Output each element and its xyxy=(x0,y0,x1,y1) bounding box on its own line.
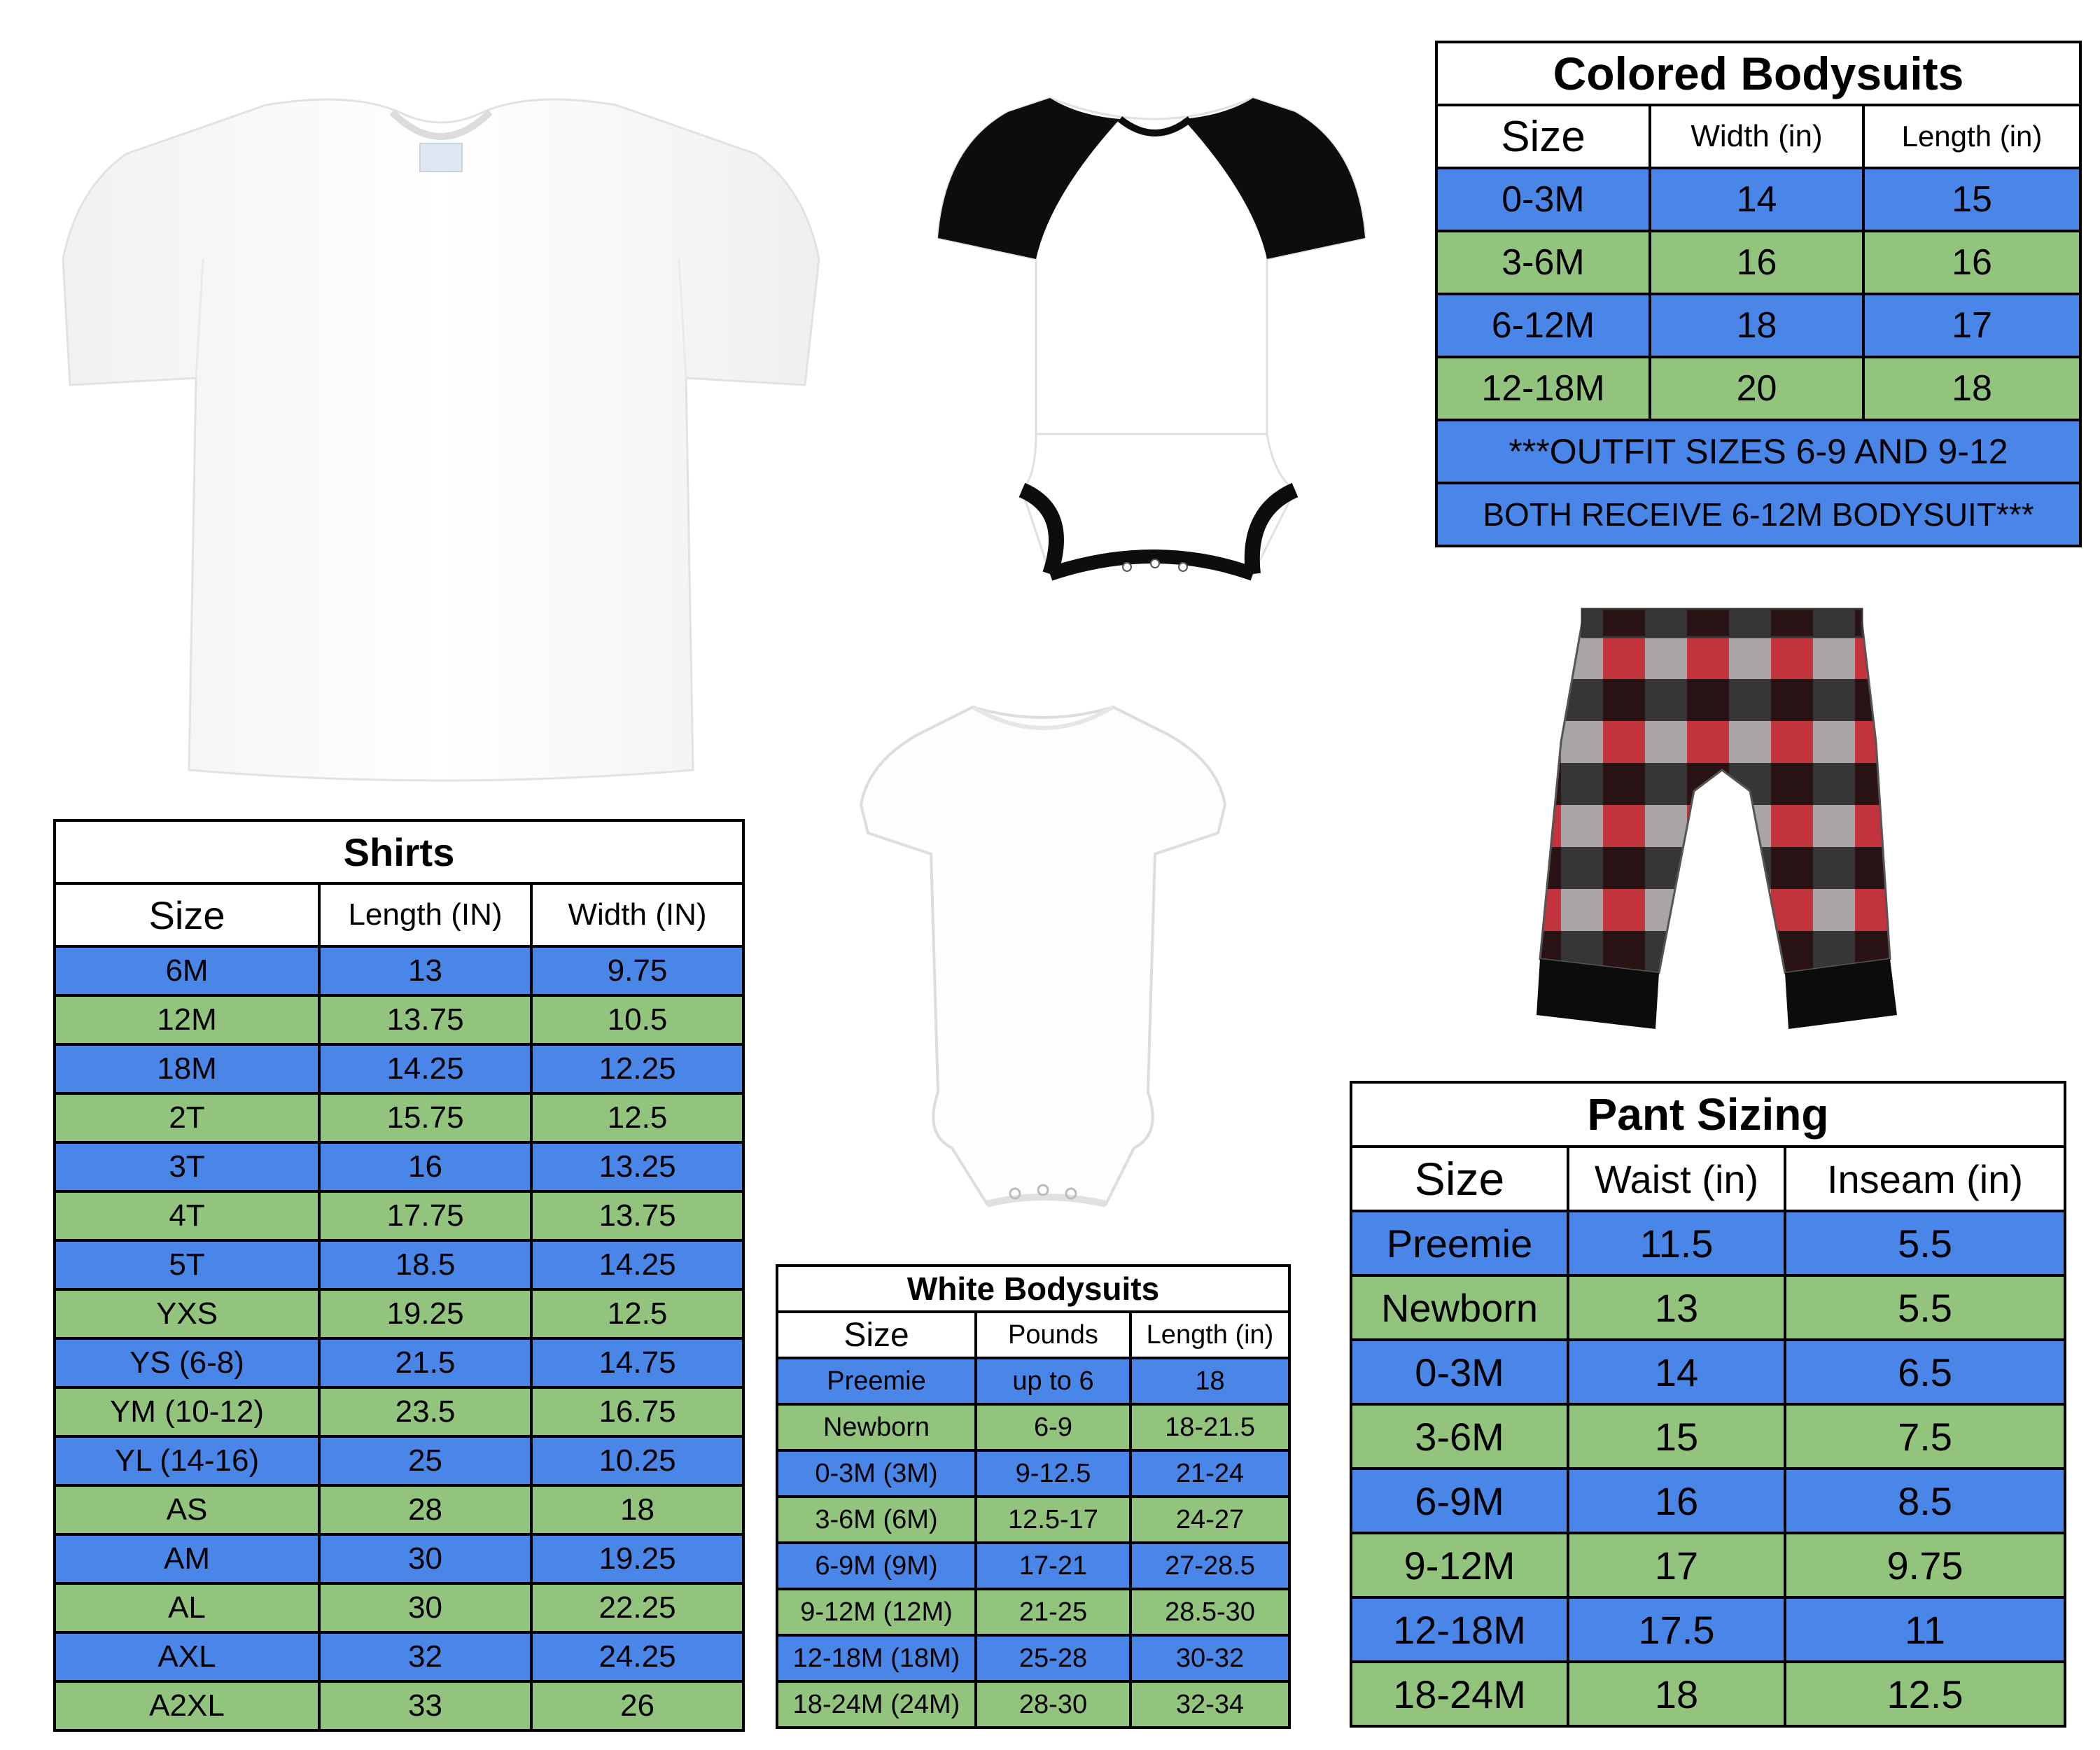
table-row xyxy=(777,1681,1289,1728)
column-header-width: Width (IN) xyxy=(531,883,743,946)
table-row xyxy=(1351,1404,2065,1469)
size-cell: 5T xyxy=(55,1240,319,1289)
table-row xyxy=(55,995,743,1044)
width-cell: 24.25 xyxy=(531,1632,743,1681)
width-cell: 20 xyxy=(1650,357,1863,420)
waist-cell: 16 xyxy=(1568,1469,1785,1533)
colored-bodysuits-table xyxy=(1435,41,2082,547)
length-cell: 18.5 xyxy=(319,1240,531,1289)
length-cell: 21-24 xyxy=(1130,1450,1289,1497)
table-row xyxy=(55,1142,743,1191)
length-cell: 18 xyxy=(1130,1358,1289,1404)
size-cell: AXL xyxy=(55,1632,319,1681)
white-tshirt-image xyxy=(56,84,826,791)
table-row xyxy=(1351,1662,2065,1726)
size-cell: Newborn xyxy=(777,1404,976,1450)
size-cell: Newborn xyxy=(1351,1275,1568,1340)
table-row xyxy=(55,1093,743,1142)
size-cell: AM xyxy=(55,1534,319,1583)
table-row xyxy=(55,1485,743,1534)
inseam-cell: 7.5 xyxy=(1785,1404,2065,1469)
size-cell: 9-12M xyxy=(1351,1533,1568,1597)
pounds-cell: 9-12.5 xyxy=(976,1450,1130,1497)
width-cell: 16.75 xyxy=(531,1387,743,1436)
table-row xyxy=(1351,1211,2065,1275)
size-cell: AS xyxy=(55,1485,319,1534)
size-cell: 6-12M xyxy=(1436,294,1650,357)
width-cell: 12.25 xyxy=(531,1044,743,1093)
table-row xyxy=(55,1436,743,1485)
size-cell: AL xyxy=(55,1583,319,1632)
length-cell: 25 xyxy=(319,1436,531,1485)
length-cell: 16 xyxy=(319,1142,531,1191)
width-cell: 13.75 xyxy=(531,1191,743,1240)
size-cell: 9-12M (12M) xyxy=(777,1589,976,1635)
width-cell: 22.25 xyxy=(531,1583,743,1632)
table-row xyxy=(777,1497,1289,1543)
column-header-size: Size xyxy=(1436,105,1650,168)
size-cell: YXS xyxy=(55,1289,319,1338)
size-cell: 18-24M (24M) xyxy=(777,1681,976,1728)
table-row xyxy=(55,1534,743,1583)
waist-cell: 11.5 xyxy=(1568,1211,1785,1275)
width-cell: 12.5 xyxy=(531,1289,743,1338)
column-header-length: Length (in) xyxy=(1863,105,2080,168)
table-row xyxy=(1351,1533,2065,1597)
width-cell: 14.75 xyxy=(531,1338,743,1387)
length-cell: 28.5-30 xyxy=(1130,1589,1289,1635)
size-cell: 0-3M xyxy=(1436,168,1650,231)
white-bodysuits-table xyxy=(776,1264,1291,1729)
table-row xyxy=(55,1191,743,1240)
size-cell: YM (10-12) xyxy=(55,1387,319,1436)
size-cell: 3-6M xyxy=(1351,1404,1568,1469)
pounds-cell: 21-25 xyxy=(976,1589,1130,1635)
size-cell: 18-24M xyxy=(1351,1662,1568,1726)
width-cell: 18 xyxy=(531,1485,743,1534)
table-row xyxy=(1351,1469,2065,1533)
length-cell: 13.75 xyxy=(319,995,531,1044)
inseam-cell: 5.5 xyxy=(1785,1211,2065,1275)
table-row xyxy=(777,1543,1289,1589)
width-cell: 19.25 xyxy=(531,1534,743,1583)
width-cell: 14.25 xyxy=(531,1240,743,1289)
length-cell: 32-34 xyxy=(1130,1681,1289,1728)
size-cell: 0-3M (3M) xyxy=(777,1450,976,1497)
outfit-note-line-1: ***OUTFIT SIZES 6-9 AND 9-12 xyxy=(1436,420,2080,483)
column-header-length: Length (in) xyxy=(1130,1312,1289,1358)
width-cell: 14 xyxy=(1650,168,1863,231)
column-header-pounds: Pounds xyxy=(976,1312,1130,1358)
black-raglan-bodysuit-image xyxy=(931,56,1379,588)
size-cell: 18M xyxy=(55,1044,319,1093)
column-header-length: Length (IN) xyxy=(319,883,531,946)
length-cell: 15.75 xyxy=(319,1093,531,1142)
width-cell: 26 xyxy=(531,1681,743,1730)
size-cell: 6-9M xyxy=(1351,1469,1568,1533)
pant-sizing-title: Pant Sizing xyxy=(1351,1082,2065,1147)
size-cell: YL (14-16) xyxy=(55,1436,319,1485)
width-cell: 10.25 xyxy=(531,1436,743,1485)
waist-cell: 18 xyxy=(1568,1662,1785,1726)
waist-cell: 15 xyxy=(1568,1404,1785,1469)
pounds-cell: 17-21 xyxy=(976,1543,1130,1589)
table-row xyxy=(777,1635,1289,1681)
pounds-cell: 12.5-17 xyxy=(976,1497,1130,1543)
pounds-cell: 25-28 xyxy=(976,1635,1130,1681)
column-header-waist: Waist (in) xyxy=(1568,1147,1785,1211)
length-cell: 21.5 xyxy=(319,1338,531,1387)
length-cell: 30 xyxy=(319,1534,531,1583)
size-cell: 3-6M xyxy=(1436,231,1650,294)
table-row xyxy=(55,1289,743,1338)
table-row xyxy=(777,1589,1289,1635)
size-cell: 4T xyxy=(55,1191,319,1240)
waist-cell: 13 xyxy=(1568,1275,1785,1340)
length-cell: 23.5 xyxy=(319,1387,531,1436)
table-row xyxy=(777,1404,1289,1450)
table-row xyxy=(1436,231,2080,294)
length-cell: 28 xyxy=(319,1485,531,1534)
width-cell: 9.75 xyxy=(531,946,743,995)
width-cell: 13.25 xyxy=(531,1142,743,1191)
length-cell: 17.75 xyxy=(319,1191,531,1240)
pounds-cell: 28-30 xyxy=(976,1681,1130,1728)
red-black-plaid-pants-image xyxy=(1519,595,1918,1043)
pant-sizing-table xyxy=(1350,1081,2066,1728)
table-row xyxy=(55,1240,743,1289)
width-cell: 12.5 xyxy=(531,1093,743,1142)
size-cell: YS (6-8) xyxy=(55,1338,319,1387)
waist-cell: 17.5 xyxy=(1568,1597,1785,1662)
inseam-cell: 12.5 xyxy=(1785,1662,2065,1726)
size-cell: 12-18M xyxy=(1351,1597,1568,1662)
length-cell: 30-32 xyxy=(1130,1635,1289,1681)
inseam-cell: 8.5 xyxy=(1785,1469,2065,1533)
colored-bodysuits-title: Colored Bodysuits xyxy=(1436,42,2080,105)
size-cell: 6M xyxy=(55,946,319,995)
white-bodysuits-title: White Bodysuits xyxy=(777,1266,1289,1312)
size-cell: 3T xyxy=(55,1142,319,1191)
length-cell: 17 xyxy=(1863,294,2080,357)
size-cell: Preemie xyxy=(777,1358,976,1404)
length-cell: 33 xyxy=(319,1681,531,1730)
inseam-cell: 6.5 xyxy=(1785,1340,2065,1404)
length-cell: 27-28.5 xyxy=(1130,1543,1289,1589)
table-row xyxy=(1351,1597,2065,1662)
table-row xyxy=(55,1044,743,1093)
width-cell: 16 xyxy=(1650,231,1863,294)
inseam-cell: 11 xyxy=(1785,1597,2065,1662)
table-row xyxy=(55,1681,743,1730)
inseam-cell: 5.5 xyxy=(1785,1275,2065,1340)
width-cell: 18 xyxy=(1650,294,1863,357)
size-cell: 3-6M (6M) xyxy=(777,1497,976,1543)
width-cell: 10.5 xyxy=(531,995,743,1044)
table-row xyxy=(777,1450,1289,1497)
column-header-inseam: Inseam (in) xyxy=(1785,1147,2065,1211)
table-row xyxy=(55,1387,743,1436)
table-row xyxy=(1351,1275,2065,1340)
size-cell: 0-3M xyxy=(1351,1340,1568,1404)
size-cell: 12-18M xyxy=(1436,357,1650,420)
shirts-table xyxy=(53,819,745,1732)
column-header-width: Width (in) xyxy=(1650,105,1863,168)
size-cell: 12-18M (18M) xyxy=(777,1635,976,1681)
inseam-cell: 9.75 xyxy=(1785,1533,2065,1597)
length-cell: 32 xyxy=(319,1632,531,1681)
size-cell: 6-9M (9M) xyxy=(777,1543,976,1589)
table-row xyxy=(777,1358,1289,1404)
pounds-cell: up to 6 xyxy=(976,1358,1130,1404)
table-row xyxy=(55,946,743,995)
table-row xyxy=(1436,168,2080,231)
table-row xyxy=(55,1583,743,1632)
table-row xyxy=(1436,357,2080,420)
white-bodysuit-image xyxy=(854,700,1232,1246)
size-cell: A2XL xyxy=(55,1681,319,1730)
waist-cell: 14 xyxy=(1568,1340,1785,1404)
size-cell: 12M xyxy=(55,995,319,1044)
length-cell: 15 xyxy=(1863,168,2080,231)
outfit-note-line-2: BOTH RECEIVE 6-12M BODYSUIT*** xyxy=(1436,483,2080,546)
table-row xyxy=(55,1338,743,1387)
length-cell: 30 xyxy=(319,1583,531,1632)
length-cell: 16 xyxy=(1863,231,2080,294)
shirts-title: Shirts xyxy=(55,820,743,883)
length-cell: 24-27 xyxy=(1130,1497,1289,1543)
table-row xyxy=(1351,1340,2065,1404)
length-cell: 19.25 xyxy=(319,1289,531,1338)
table-row xyxy=(1436,294,2080,357)
length-cell: 18 xyxy=(1863,357,2080,420)
length-cell: 18-21.5 xyxy=(1130,1404,1289,1450)
length-cell: 13 xyxy=(319,946,531,995)
column-header-size: Size xyxy=(777,1312,976,1358)
size-cell: Preemie xyxy=(1351,1211,1568,1275)
pounds-cell: 6-9 xyxy=(976,1404,1130,1450)
table-row xyxy=(55,1632,743,1681)
waist-cell: 17 xyxy=(1568,1533,1785,1597)
column-header-size: Size xyxy=(55,883,319,946)
length-cell: 14.25 xyxy=(319,1044,531,1093)
column-header-size: Size xyxy=(1351,1147,1568,1211)
size-cell: 2T xyxy=(55,1093,319,1142)
